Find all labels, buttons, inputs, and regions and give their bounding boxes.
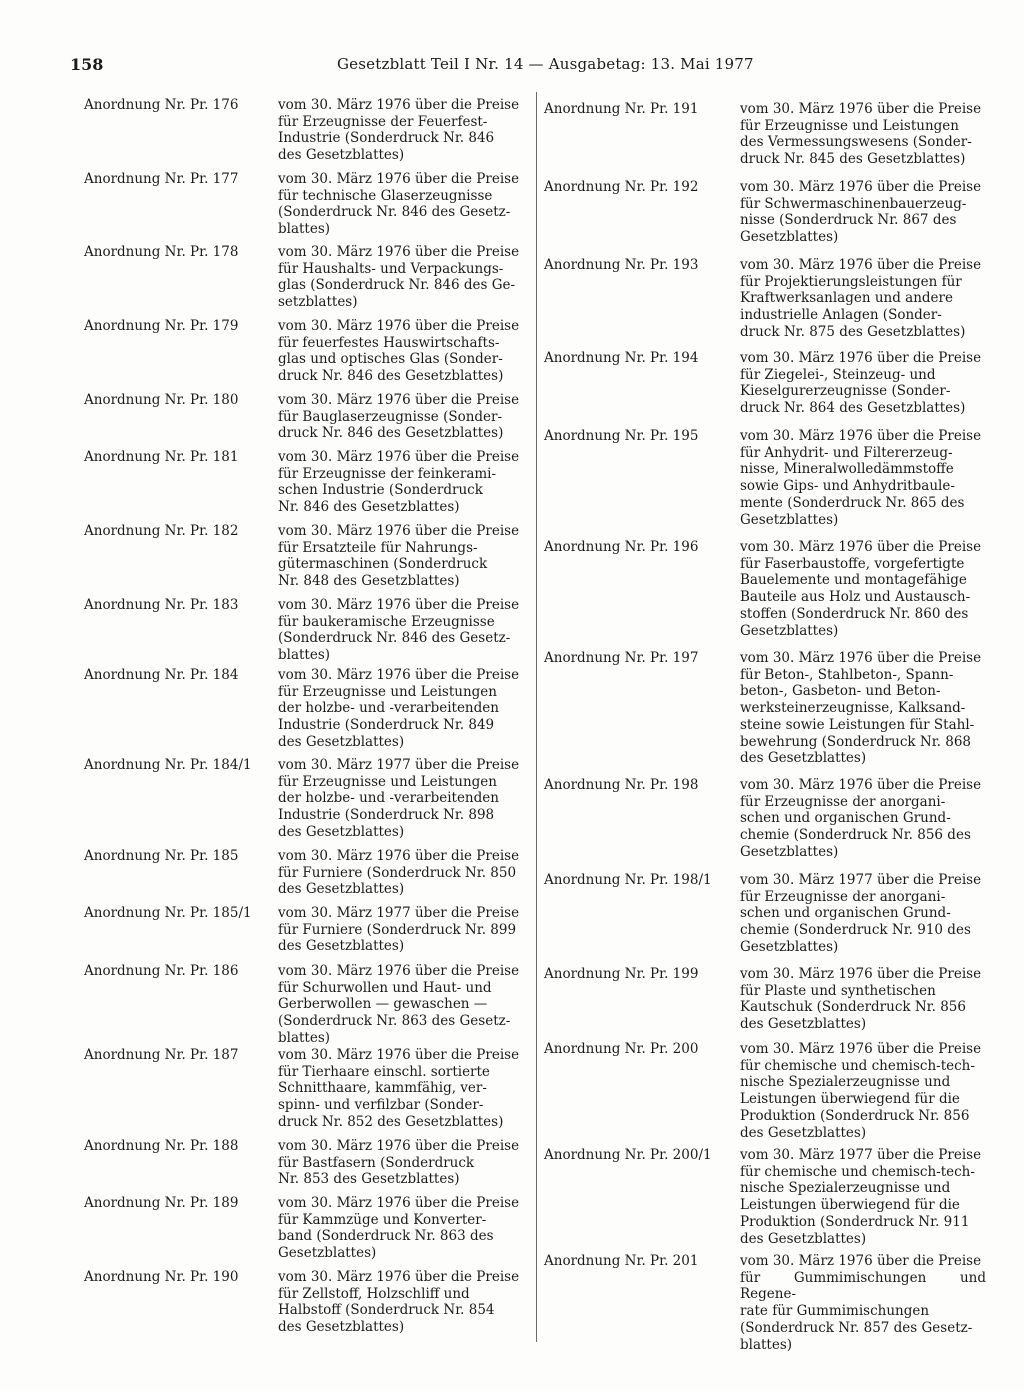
entry-label: Anordnung Nr. Pr. 198/1 <box>544 872 712 888</box>
entry-text: vom 30. März 1976 über die Preise für Faserbaustoffe, vorgefertigte Bauelemente und montagefähige Bauteile aus Holz und Austausch- stoffen (Sonderdruck Nr. 860 des Gesetzblattes) <box>740 539 982 639</box>
entry-text: vom 30. März 1976 über die Preise für Bastfasern (Sonderdruck Nr. 853 des Gesetzblattes) <box>278 1138 520 1188</box>
entry-text: vom 30. März 1977 über die Preise für Furniere (Sonderdruck Nr. 899 des Gesetzblattes) <box>278 905 520 955</box>
entry-label: Anordnung Nr. Pr. 197 <box>544 650 699 666</box>
entry-label: Anordnung Nr. Pr. 184/1 <box>84 757 252 773</box>
entry-text: vom 30. März 1976 über die Preise für Kammzüge und Konverter- band (Sonderdruck Nr. 863 des Gesetzblattes) <box>278 1195 520 1262</box>
entry-text: vom 30. März 1976 über die Preise für Ersatzteile für Nahrungs- gütermaschinen (Sonderdruck Nr. 848 des Gesetzblattes) <box>278 523 520 590</box>
entry-text: vom 30. März 1976 über die Preise für Furniere (Sonderdruck Nr. 850 des Gesetzblattes) <box>278 848 520 898</box>
entry-label: Anordnung Nr. Pr. 185 <box>84 848 239 864</box>
entry-label: Anordnung Nr. Pr. 200/1 <box>544 1147 712 1163</box>
entry-label: Anordnung Nr. Pr. 189 <box>84 1195 239 1211</box>
entry-text: vom 30. März 1977 über die Preise für Erzeugnisse der anorgani- schen und organischen Grund- chemie (Sonderdruck Nr. 910 des Gesetzblattes) <box>740 872 982 955</box>
entry-text: vom 30. März 1977 über die Preise für Erzeugnisse und Leistungen der holzbe- und -verarbeitenden Industrie (Sonderdruck Nr. 898 des Gesetzblattes) <box>278 757 520 840</box>
entry-label: Anordnung Nr. Pr. 182 <box>84 523 239 539</box>
entry-text: vom 30. März 1977 über die Preise für chemische und chemisch-tech- nische Spezialerzeugnisse und Leistungen überwiegend für die Produktion (Sonderdruck Nr. 911 des Gesetzblattes) <box>740 1147 982 1247</box>
entry-text: vom 30. März 1976 über die Preise für Ziegelei-, Steinzeug- und Kieselgurerzeugnisse (Sonder- druck Nr. 864 des Gesetzblattes) <box>740 350 982 417</box>
entry-text: vom 30. März 1976 über die Preise für Erzeugnisse der feinkerami- schen Industrie (Sonderdruck Nr. 846 des Gesetzblattes) <box>278 449 520 516</box>
entry-label: Anordnung Nr. Pr. 188 <box>84 1138 239 1154</box>
entry-label: Anordnung Nr. Pr. 198 <box>544 777 699 793</box>
entry-label: Anordnung Nr. Pr. 179 <box>84 318 239 334</box>
column-divider <box>536 92 537 1342</box>
entry-text: vom 30. März 1976 über die Preise für Tierhaare einschl. sortierte Schnitthaare, kammfähig, ver- spinn- und verfilzbar (Sonder- druck Nr. 852 des Gesetzblattes) <box>278 1047 520 1130</box>
entry-label: Anordnung Nr. Pr. 193 <box>544 257 699 273</box>
entry-text: vom 30. März 1976 über die Preise für baukeramische Erzeugnisse (Sonderdruck Nr. 846 des Gesetz- blattes) <box>278 597 520 664</box>
entry-label: Anordnung Nr. Pr. 183 <box>84 597 239 613</box>
entry-label: Anordnung Nr. Pr. 191 <box>544 101 699 117</box>
entry-text: vom 30. März 1976 über die Preise für Anhydrit- und Filtererzeug- nisse, Mineralwolledämmstoffe sowie Gips- und Anhydritbaule- mente (Sonderdruck Nr. 865 des Gesetzblattes) <box>740 428 982 528</box>
page-number: 158 <box>70 55 104 74</box>
entry-text: vom 30. März 1976 über die Preise für technische Glaserzeugnisse (Sonderdruck Nr. 846 des Gesetz- blattes) <box>278 171 520 238</box>
entry-label: Anordnung Nr. Pr. 200 <box>544 1041 699 1057</box>
entry-label: Anordnung Nr. Pr. 190 <box>84 1269 239 1285</box>
entry-label: Anordnung Nr. Pr. 196 <box>544 539 699 555</box>
entry-text: vom 30. März 1976 über die Preise für Schurwollen und Haut- und Gerberwollen — gewaschen — (Sonderdruck Nr. 863 des Gesetz- blattes) <box>278 963 520 1046</box>
entry-text: vom 30. März 1976 über die Preise für Haushalts- und Verpackungs- glas (Sonderdruck Nr. 846 des Ge- setzblattes) <box>278 244 520 311</box>
entry-label: Anordnung Nr. Pr. 187 <box>84 1047 239 1063</box>
entry-label: Anordnung Nr. Pr. 177 <box>84 171 239 187</box>
entry-label: Anordnung Nr. Pr. 195 <box>544 428 699 444</box>
entry-text: vom 30. März 1976 über die Preise für Erzeugnisse und Leistungen der holzbe- und -verarbeitenden Industrie (Sonderdruck Nr. 849 des Gesetzblattes) <box>278 667 520 750</box>
entry-text: vom 30. März 1976 über die Preise für Projektierungsleistungen für Kraftwerksanlagen und andere industrielle Anlagen (Sonder- druck Nr. 875 des Gesetzblattes) <box>740 257 982 340</box>
entry-label: Anordnung Nr. Pr. 180 <box>84 392 239 408</box>
entry-label: Anordnung Nr. Pr. 184 <box>84 667 239 683</box>
entry-label: Anordnung Nr. Pr. 186 <box>84 963 239 979</box>
entry-text: vom 30. März 1976 über die Preise für Beton-, Stahlbeton-, Spann- beton-, Gasbeton- und Beton- werksteinerzeugnisse, Kalksand- steine sowie Leistungen für Stahl- bewehrung (Sonderdruck Nr. 868 des Gesetzblattes) <box>740 650 982 767</box>
page-header <box>70 55 754 79</box>
entry-text: vom 30. März 1976 über die Preise für Erzeugnisse der anorgani- schen und organischen Grund- chemie (Sonderdruck Nr. 856 des Gesetzblattes) <box>740 777 982 860</box>
entry-label: Anordnung Nr. Pr. 181 <box>84 449 239 465</box>
entry-label: Anordnung Nr. Pr. 199 <box>544 966 699 982</box>
entry-label: Anordnung Nr. Pr. 201 <box>544 1253 699 1269</box>
entry-text: vom 30. März 1976 über die Preise für Plaste und synthetischen Kautschuk (Sonderdruck Nr. 856 des Gesetzblattes) <box>740 966 982 1033</box>
entry-text: vom 30. März 1976 über die Preise für Erzeugnisse der Feuerfest- Industrie (Sonderdruck Nr. 846 des Gesetzblattes) <box>278 97 520 164</box>
page-title: Gesetzblatt Teil I Nr. 14 — Ausgabetag: 13. Mai 1977 <box>337 55 754 73</box>
entry-label: Anordnung Nr. Pr. 194 <box>544 350 699 366</box>
entry-text: vom 30. März 1976 über die Preise für Gummimischungen und Regene- rate für Gummimischungen (Sonderdruck Nr. 857 des Gesetz- blattes) <box>740 1253 986 1353</box>
entry-label: Anordnung Nr. Pr. 176 <box>84 97 239 113</box>
entry-label: Anordnung Nr. Pr. 192 <box>544 179 699 195</box>
entry-label: Anordnung Nr. Pr. 178 <box>84 244 239 260</box>
entry-text: vom 30. März 1976 über die Preise für Schwermaschinenbauerzeug- nisse (Sonderdruck Nr. 867 des Gesetzblattes) <box>740 179 982 246</box>
entry-text: vom 30. März 1976 über die Preise für Bauglaserzeugnisse (Sonder- druck Nr. 846 des Gesetzblattes) <box>278 392 520 442</box>
entry-text: vom 30. März 1976 über die Preise für chemische und chemisch-tech- nische Spezialerzeugnisse und Leistungen überwiegend für die Produktion (Sonderdruck Nr. 856 des Gesetzblattes) <box>740 1041 982 1141</box>
entry-label: Anordnung Nr. Pr. 185/1 <box>84 905 252 921</box>
entry-text: vom 30. März 1976 über die Preise für feuerfestes Hauswirtschafts- glas und optisches Glas (Sonder- druck Nr. 846 des Gesetzblattes) <box>278 318 520 385</box>
entry-text: vom 30. März 1976 über die Preise für Erzeugnisse und Leistungen des Vermessungswesens (Sonder- druck Nr. 845 des Gesetzblattes) <box>740 101 982 168</box>
entry-text: vom 30. März 1976 über die Preise für Zellstoff, Holzschliff und Halbstoff (Sonderdruck Nr. 854 des Gesetzblattes) <box>278 1269 520 1336</box>
